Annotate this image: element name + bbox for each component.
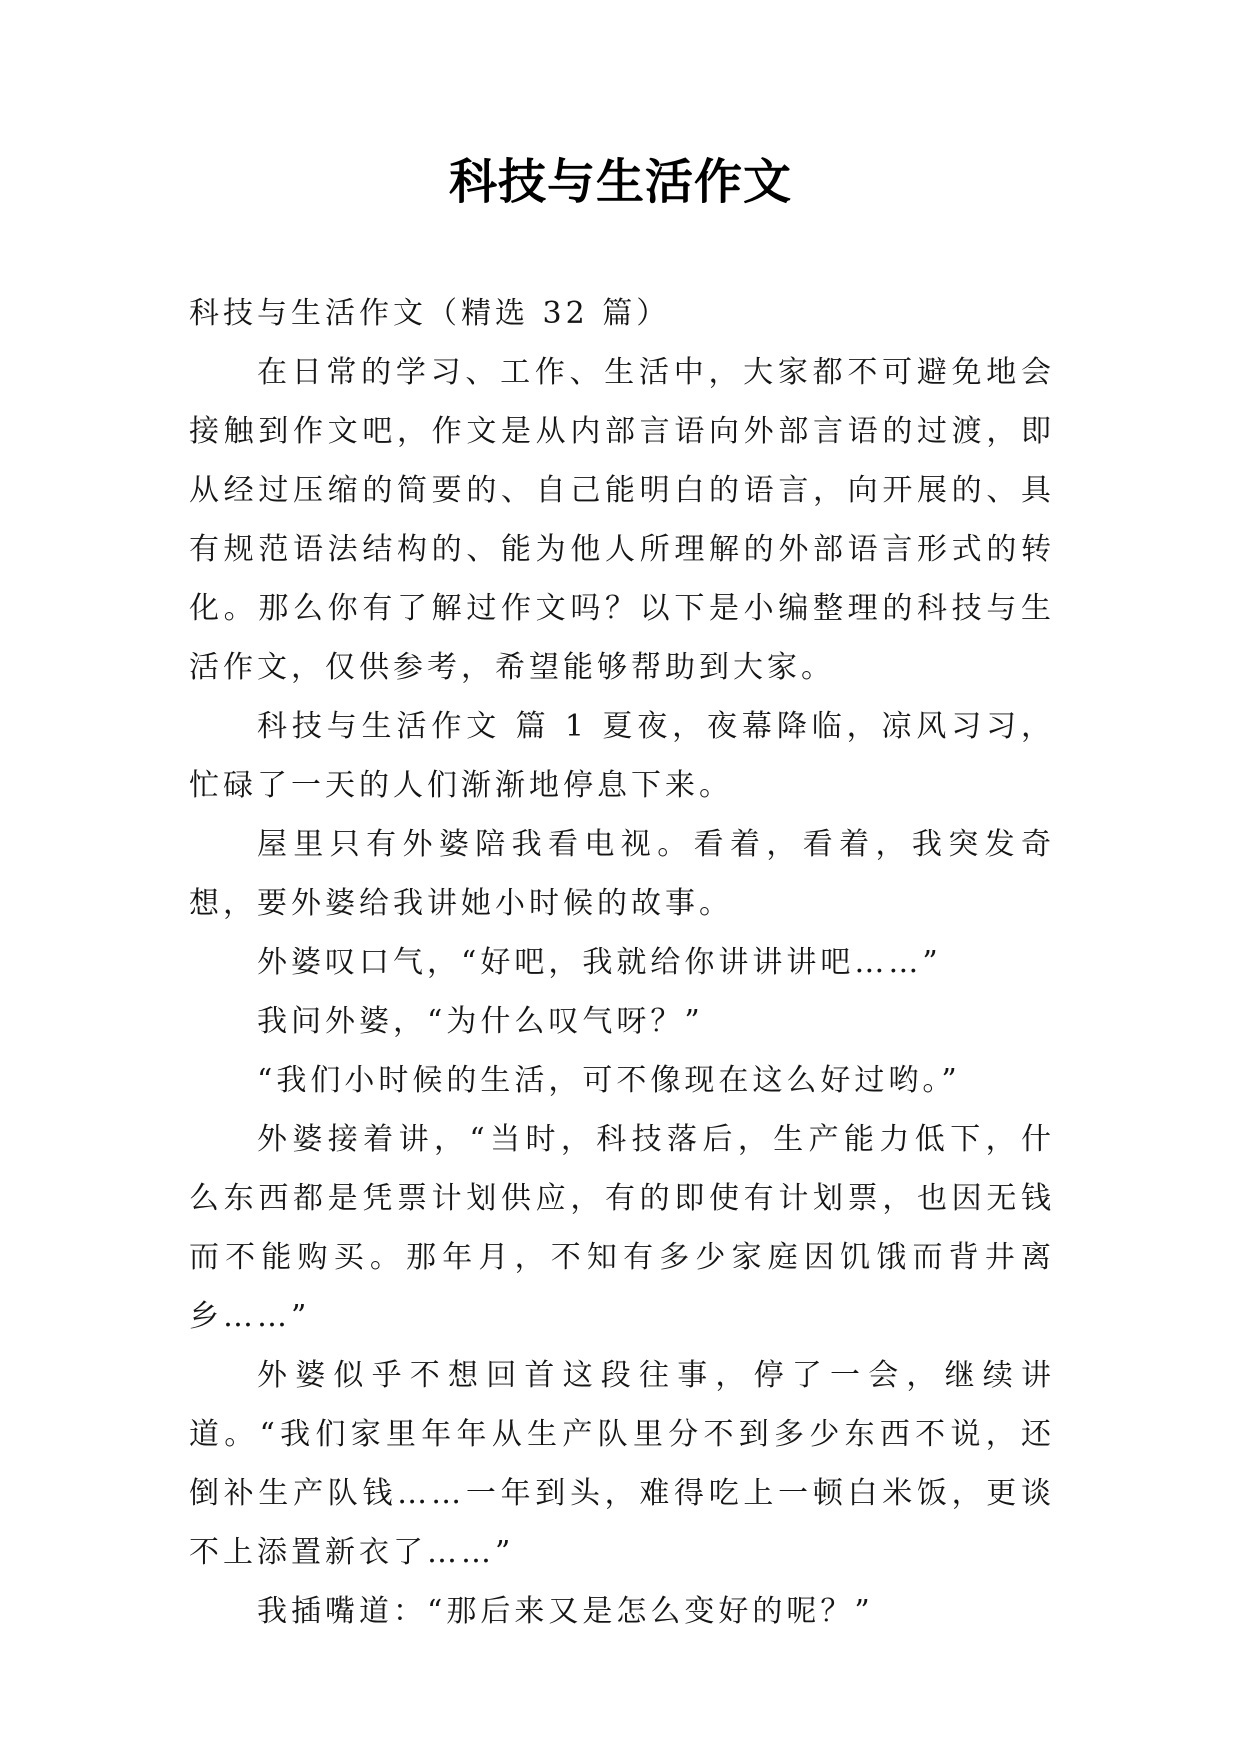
document-subtitle: 科技与生活作文（精选 32 篇） (189, 296, 671, 331)
paragraph-production-team: 外婆似乎不想回首这段往事，停了一会，继续讲道。“我们家里年年从生产队里分不到多少东西不说，还倒补生产队钱……一年到头，难得吃上一顿白米饭，更谈不上添置新衣了……” (189, 1358, 1055, 1570)
paragraph-technology-backward: 外婆接着讲，“当时，科技落后，生产能力低下，什么东西都是凭票计划供应，有的即使有计划票，也因无钱而不能购买。那年月，不知有多少家庭因饥饿而背井离乡……” (189, 1122, 1055, 1334)
paragraph-how-improved: 我插嘴道：“那后来又是怎么变好的呢？” (257, 1594, 874, 1629)
paragraph-grandma-tv: 屋里只有外婆陪我看电视。看着，看着，我突发奇想，要外婆给我讲她小时候的故事。 (189, 827, 1055, 921)
document-body (189, 284, 1055, 1641)
paragraph-grandma-sigh: 外婆叹口气，“好吧，我就给你讲讲讲吧……” (257, 945, 942, 980)
paragraph-essay-1-opening: 科技与生活作文 篇 1 夏夜，夜幕降临，凉风习习，忙碌了一天的人们渐渐地停息下来。 (189, 709, 1055, 803)
paragraph-question-sigh: 我问外婆，“为什么叹气呀？” (257, 1004, 704, 1039)
document-title: 科技与生活作文 (448, 154, 792, 210)
paragraph-childhood-life: “我们小时候的生活，可不像现在这么好过哟。” (257, 1063, 961, 1098)
paragraph-intro: 在日常的学习、工作、生活中，大家都不可避免地会接触到作文吧，作文是从内部言语向外部言语的过渡，即从经过压缩的简要的、自己能明白的语言，向开展的、具有规范语法结构的、能为他人所理解的外部语言形式的转化。那么你有了解过作文吗？以下是小编整理的科技与生活作文，仅供参考，希望能够帮助到大家。 (189, 355, 1055, 685)
